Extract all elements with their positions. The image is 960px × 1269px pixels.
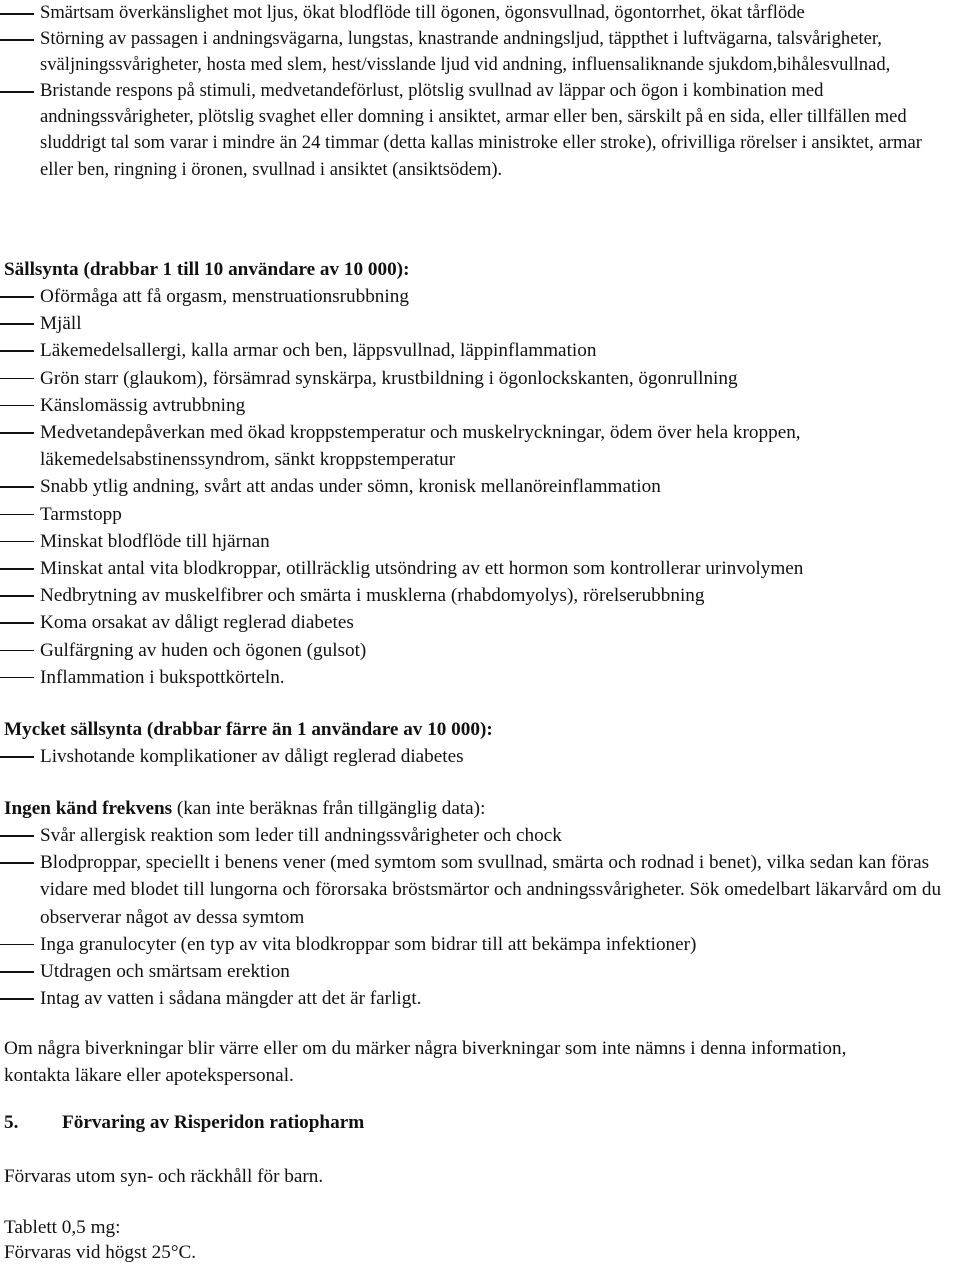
list-item: Oförmåga att få orgasm, menstruationsrubbning <box>0 283 960 310</box>
list-item: Minskat blodflöde till hjärnan <box>0 528 960 555</box>
list-item: Medvetandepåverkan med ökad kroppstemperatur och muskelryckningar, ödem över hela kroppen, läkemedelsabstinenssyndrom, sänkt kroppstemperatur <box>0 419 960 473</box>
tablet-storage-text: Förvaras vid högst 25°C. <box>4 1242 197 1263</box>
list-item: Läkemedelsallergi, kalla armar och ben, läppsvullnad, läppinflammation <box>0 337 960 364</box>
list-item: Livshotande komplikationer av dåligt reglerad diabetes <box>0 743 960 770</box>
unknown-frequency-list <box>0 822 960 1012</box>
list-item: Minskat antal vita blodkroppar, otillräcklig utsöndring av ett hormon som kontrollerar urinvolymen <box>0 555 960 582</box>
rare-list <box>0 283 960 691</box>
list-item: Blodproppar, speciellt i benens vener (med symtom som svullnad, smärta och rodnad i benet), vilka sedan kan föras vidare med blodet till lungorna och förorsaka bröstsmärtor och andningssvårigheter. Sök omedelbart läkarvård om du observerar något av dessa symtom <box>0 849 960 931</box>
list-item: Inflammation i bukspottkörteln. <box>0 664 960 691</box>
list-item: Grön starr (glaukom), försämrad synskärpa, krustbildning i ögonlockskanten, ögonrullning <box>0 365 960 392</box>
unknown-frequency-heading: Ingen känd frekvens (kan inte beräknas från tillgänglig data): <box>4 798 486 819</box>
list-item: Känslomässig avtrubbning <box>0 392 960 419</box>
list-item: Intag av vatten i sådana mängder att det är farligt. <box>0 985 960 1012</box>
very-rare-heading: Mycket sällsynta (drabbar färre än 1 användare av 10 000): <box>4 719 493 740</box>
list-item: Bristande respons på stimuli, medvetandeförlust, plötslig svullnad av läppar och ögon i kombination med andningssvårigheter, plötslig svaghet eller domning i ansiktet, armar eller ben, särskilt på en sida, eller tillfällen med sluddrigt tal som varar i mindre än 24 timmar (detta kallas ministroke eller stroke), ofrivilliga rörelser i ansiktet, armar eller ben, ringning i öronen, svullnad i ansiktet (ansiktsödem). <box>0 78 960 182</box>
tablet-label: Tablett 0,5 mg: <box>4 1217 121 1238</box>
list-item: Svår allergisk reaktion som leder till andningssvårigheter och chock <box>0 822 960 849</box>
list-item: Mjäll <box>0 310 960 337</box>
list-item: Snabb ytlig andning, svårt att andas under sömn, kronisk mellanöreinflammation <box>0 473 960 500</box>
list-item: Koma orsakat av dåligt reglerad diabetes <box>0 609 960 636</box>
list-item: Inga granulocyter (en typ av vita blodkroppar som bidrar till att bekämpa infektioner) <box>0 931 960 958</box>
list-item: Smärtsam överkänslighet mot ljus, ökat blodflöde till ögonen, ögonsvullnad, ögontorrhet, ökat tårflöde <box>0 0 960 26</box>
closing-paragraph: Om några biverkningar blir värre eller om du märker några biverkningar som inte nämns i denna information, kontakta läkare eller apotekspersonal. <box>4 1038 847 1086</box>
list-item: Tarmstopp <box>0 501 960 528</box>
side-effects-list-top <box>0 0 960 183</box>
rare-heading: Sällsynta (drabbar 1 till 10 användare av 10 000): <box>4 259 410 280</box>
list-item: Utdragen och smärtsam erektion <box>0 958 960 985</box>
storage-children-text: Förvaras utom syn- och räckhåll för barn. <box>4 1166 324 1187</box>
list-item: Störning av passagen i andningsvägarna, lungstas, knastrande andningsljud, täppthet i luftvägarna, talsvårigheter, sväljningssvårigheter, hosta med slem, hest/visslande ljud vid andning, influensaliknande sjukdom,bihålesvullnad, <box>0 26 960 78</box>
list-item: Nedbrytning av muskelfibrer och smärta i musklerna (rhabdomyolys), rörelserubbning <box>0 582 960 609</box>
very-rare-list <box>0 743 960 770</box>
list-item: Gulfärgning av huden och ögonen (gulsot) <box>0 637 960 664</box>
section-5-title: 5. Förvaring av Risperidon ratiopharm <box>4 1112 365 1133</box>
